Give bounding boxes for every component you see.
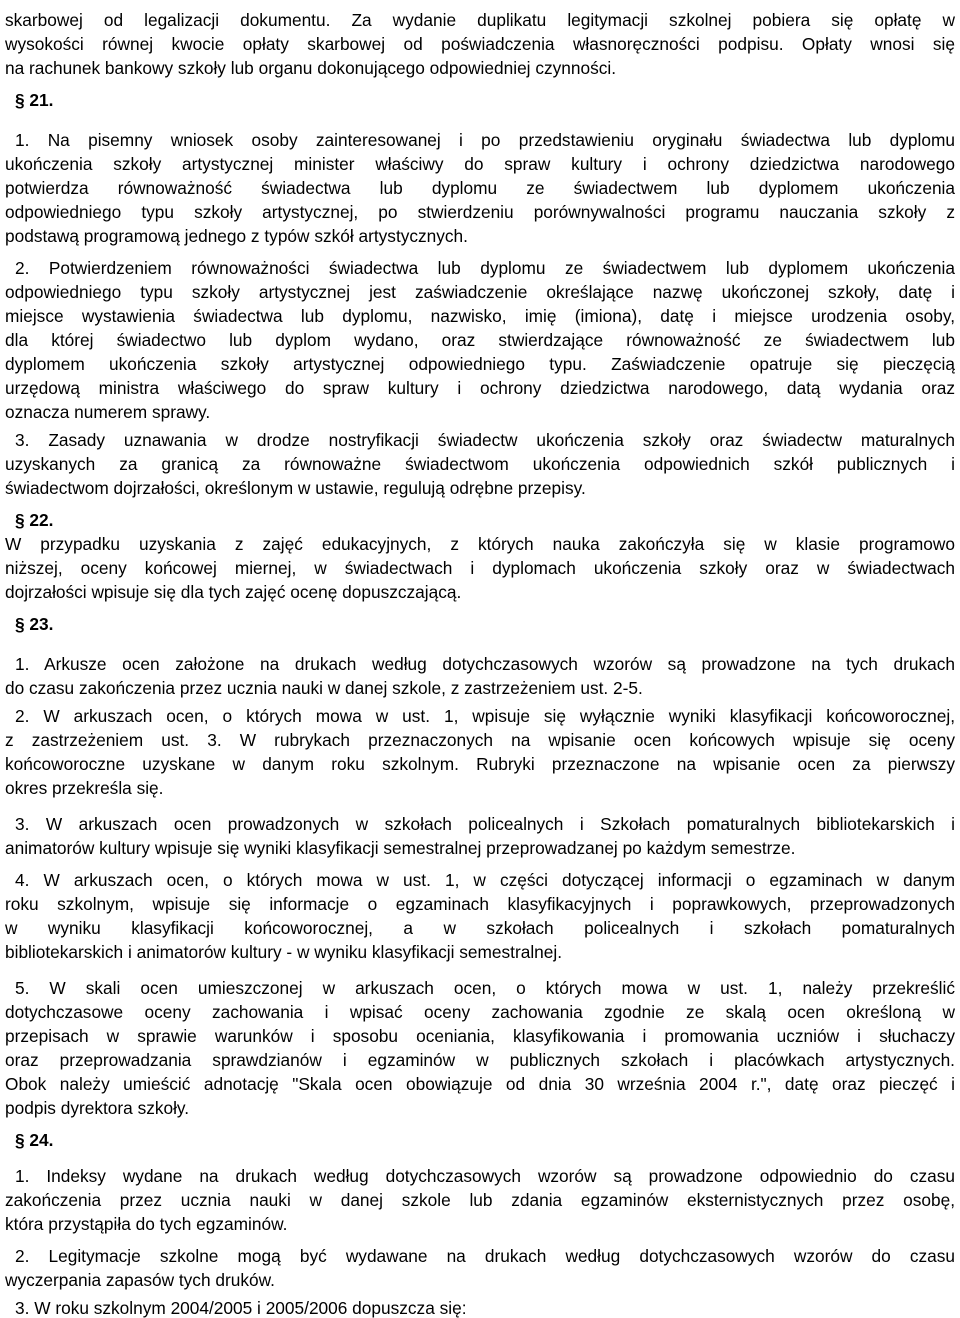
text-line: 2. Potwierdzeniem równoważności świadectwa lub dyplomu ze świadectwem lub dyplomem ukończenia <box>15 258 955 278</box>
text-line: 5. W skali ocen umieszczonej w arkuszach ocen, o których mowa w ust. 1, należy przekreślić <box>15 978 955 998</box>
text-line: 3. W arkuszach ocen prowadzonych w szkołach policealnych i Szkołach pomaturalnych bibliotekarskich i <box>15 814 955 834</box>
text-line: do czasu zakończenia przez ucznia nauki w danej szkole, z zastrzeżeniem ust. 2-5. <box>5 678 643 698</box>
text-line: Obok należy umieścić adnotację "Skala ocen obowiązuje od dnia 30 września 2004 r.", datę oraz pieczęć i <box>5 1074 955 1094</box>
text-line: 2. W arkuszach ocen, o których mowa w ust. 1, wpisuje się wyłącznie wyniki klasyfikacji końcoworocznej, <box>15 706 955 726</box>
text-line: podstawą programową jednego z typów szkół artystycznych. <box>5 226 468 246</box>
text-line: dla której świadectwo lub dyplom wydano, oraz stwierdzające równoważność ze świadectwem lub <box>5 330 955 350</box>
section-heading: § 22. <box>15 510 54 530</box>
text-line: niższej, oceny końcowej miernej, w świadectwach i dyplomach ukończenia szkoły oraz w świadectwach <box>5 558 955 578</box>
text-line: potwierdza równoważność świadectwa lub dyplomu ze świadectwem lub dyplomem ukończenia <box>5 178 955 198</box>
text-line: dojrzałości wpisuje się dla tych zajęć ocenę dopuszczającą. <box>5 582 462 602</box>
text-line: 1. Arkusze ocen założone na drukach według dotychczasowych wzorów są prowadzone na tych drukach <box>15 654 955 674</box>
text-line: okres przekreśla się. <box>5 778 164 798</box>
text-line: w wyniku klasyfikacji końcoworocznej, a w szkołach policealnych i szkołach pomaturalnych <box>5 918 955 938</box>
text-line: która przystąpiła do tych egzaminów. <box>5 1214 288 1234</box>
text-line: dyplomem ukończenia szkoły artystycznej odpowiedniego typu. Zaświadczenie opatruje się pieczęcią <box>5 354 955 374</box>
text-line: podpis dyrektora szkoły. <box>5 1098 190 1118</box>
text-line: zakończenia przez ucznia nauki w danej szkole lub zdania egzaminów eksternistycznych przez osobę, <box>5 1190 955 1210</box>
text-line: animatorów kultury wpisuje się wyniki klasyfikacji semestralnej przeprowadzanej po każdym semestrze. <box>5 838 796 858</box>
section-heading: § 23. <box>15 614 54 634</box>
text-line: oznacza numerem sprawy. <box>5 402 211 422</box>
text-line: skarbowej od legalizacji dokumentu. Za wydanie duplikatu legitymacji szkolnej pobiera się opłatę w <box>5 10 955 30</box>
text-line: dotychczasowe oceny zachowania i wpisać oceny zachowania zgodnie ze skalą ocen określoną w <box>5 1002 955 1022</box>
text-line: 1. Na pisemny wniosek osoby zainteresowanej i po przedstawieniu oryginału świadectwa lub dyplomu <box>15 130 955 150</box>
text-line: roku szkolnym, wpisuje się informacje o egzaminach klasyfikacyjnych i poprawkowych, przeprowadzonych <box>5 894 955 914</box>
text-line: na rachunek bankowy szkoły lub organu dokonującego odpowiedniej czynności. <box>5 58 616 78</box>
text-line: 3. Zasady uznawania w drodze nostryfikacji świadectw ukończenia szkoły oraz świadectw maturalnych <box>15 430 955 450</box>
text-line: oraz przeprowadzania sprawdzianów i egzaminów w publicznych szkołach i placówkach artystycznych. <box>5 1050 955 1070</box>
text-line: odpowiedniego typu szkoły artystycznej, po stwierdzeniu porównywalności programu nauczania szkoły z <box>5 202 955 222</box>
text-line: bibliotekarskich i animatorów kultury - w wyniku klasyfikacji semestralnej. <box>5 942 563 962</box>
text-line: urzędową ministra właściwego do spraw kultury i ochrony dziedzictwa narodowego, datą wydania oraz <box>5 378 955 398</box>
text-line: ukończenia szkoły artystycznej minister właściwy do spraw kultury i ochrony dziedzictwa narodowego <box>5 154 955 174</box>
text-line: wyczerpania zapasów tych druków. <box>5 1270 275 1290</box>
text-line: z zastrzeżeniem ust. 3. W rubrykach przeznaczonych na wpisanie ocen końcowych wpisuje się oceny <box>5 730 955 750</box>
text-line: 3. W roku szkolnym 2004/2005 i 2005/2006 dopuszcza się: <box>15 1298 467 1318</box>
text-line: 1. Indeksy wydane na drukach według dotychczasowych wzorów są prowadzone odpowiednio do czasu <box>15 1166 955 1186</box>
text-line: świadectwom dojrzałości, określonym w ustawie, regulują odrębne przepisy. <box>5 478 586 498</box>
section-heading: § 24. <box>15 1130 54 1150</box>
text-line: przepisach w sprawie warunków i sposobu oceniania, klasyfikowania i promowania uczniów i słuchaczy <box>5 1026 955 1046</box>
section-heading: § 21. <box>15 90 54 110</box>
text-line: końcoworoczne uzyskane w danym roku szkolnym. Rubryki przeznaczone na wpisanie ocen za pierwszy <box>5 754 955 774</box>
text-line: 2. Legitymacje szkolne mogą być wydawane na drukach według dotychczasowych wzorów do czasu <box>15 1246 955 1266</box>
text-line: 4. W arkuszach ocen, o których mowa w ust. 1, w części dotyczącej informacji o egzaminach w danym <box>15 870 955 890</box>
text-line: W przypadku uzyskania z zajęć edukacyjnych, z których nauka zakończyła się w klasie programowo <box>5 534 955 554</box>
text-line: uzyskanych za granicą za równoważne świadectwom ukończenia odpowiednich szkół publicznych i <box>5 454 955 474</box>
text-line: wysokości równej kwocie opłaty skarbowej od poświadczenia własnoręczności podpisu. Opłaty wnosi się <box>5 34 955 54</box>
text-line: miejsce wystawienia świadectwa lub dyplomu, nazwisko, imię (imiona), datę i miejsce urodzenia osoby, <box>5 306 955 326</box>
text-line: odpowiedniego typu szkoły artystycznej jest zaświadczenie określające nazwę ukończonej szkoły, datę i <box>5 282 955 302</box>
